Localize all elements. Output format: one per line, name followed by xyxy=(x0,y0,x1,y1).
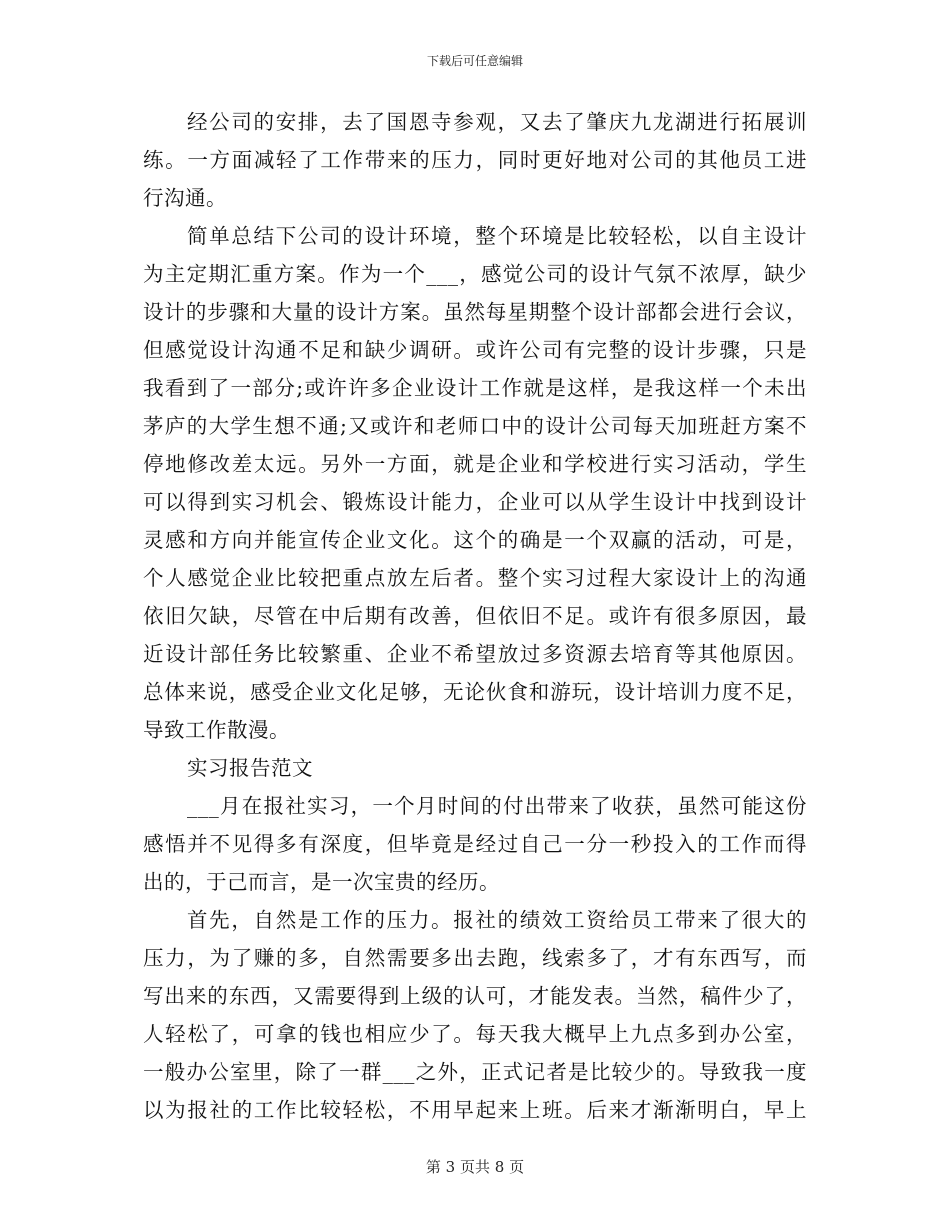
text-line: 依旧欠缺，尽管在中后期有改善，但依旧不足。或许有很多原因，最 xyxy=(143,604,807,628)
text-line: 设计的步骤和大量的设计方案。虽然每星期整个设计部都会进行会议， xyxy=(143,300,807,324)
text-line: 行沟通。 xyxy=(143,186,227,210)
text-line: 可以得到实习机会、锻炼设计能力，企业可以从学生设计中找到设计 xyxy=(143,490,807,514)
paragraph xyxy=(143,103,807,217)
text-line: 练。一方面减轻了工作带来的压力，同时更好地对公司的其他员工进 xyxy=(143,148,807,172)
text-line: 停地修改差太远。另外一方面，就是企业和学校进行实习活动，学生 xyxy=(143,452,807,476)
text-line: 我看到了一部分;或许许多企业设计工作就是这样，是我这样一个未出 xyxy=(143,376,807,400)
text-line: 人轻松了，可拿的钱也相应少了。每天我大概早上九点多到办公室， xyxy=(143,1022,807,1046)
text-line: 总体来说，感受企业文化足够，无论伙食和游玩，设计培训力度不足， xyxy=(143,680,807,704)
page-header-note: 下载后可任意编辑 xyxy=(426,54,523,68)
page-number: 第 3 页共 8 页 xyxy=(425,1158,525,1176)
text-line: 写出来的东西，又需要得到上级的认可，才能发表。当然，稿件少了， xyxy=(143,984,807,1008)
text-line: 为主定期汇重方案。作为一个___，感觉公司的设计气氛不浓厚，缺少 xyxy=(143,262,807,286)
paragraph xyxy=(143,901,807,1129)
text-line: 实习报告范文 xyxy=(187,756,313,780)
text-line: 灵感和方向并能宣传企业文化。这个的确是一个双赢的活动，可是， xyxy=(143,528,807,552)
text-line: 但感觉设计沟通不足和缺少调研。或许公司有完整的设计步骤，只是 xyxy=(143,338,807,362)
text-line: 首先，自然是工作的压力。报社的绩效工资给员工带来了很大的 xyxy=(187,908,807,932)
text-line: 茅庐的大学生想不通;又或许和老师口中的设计公司每天加班赶方案不 xyxy=(143,414,807,438)
text-line: 一般办公室里，除了一群___之外，正式记者是比较少的。导致我一度 xyxy=(143,1060,807,1084)
text-line: 压力，为了赚的多，自然需要多出去跑，线索多了，才有东西写，而 xyxy=(143,946,807,970)
text-line: 简单总结下公司的设计环境，整个环境是比较轻松，以自主设计 xyxy=(187,224,807,248)
text-line: 感悟并不见得多有深度，但毕竟是经过自己一分一秒投入的工作而得 xyxy=(143,832,807,856)
text-line: 以为报社的工作比较轻松，不用早起来上班。后来才渐渐明白，早上 xyxy=(143,1098,807,1122)
paragraph xyxy=(143,217,807,749)
text-line: 出的，于己而言，是一次宝贵的经历。 xyxy=(143,870,500,894)
text-line: 个人感觉企业比较把重点放左后者。整个实习过程大家设计上的沟通 xyxy=(143,566,807,590)
document-body xyxy=(143,103,807,1129)
text-line: 近设计部任务比较繁重、企业不希望放过多资源去培育等其他原因。 xyxy=(143,642,807,666)
section-heading xyxy=(143,749,807,787)
paragraph xyxy=(143,787,807,901)
text-line: ___月在报社实习，一个月时间的付出带来了收获，虽然可能这份 xyxy=(187,794,807,818)
text-line: 导致工作散漫。 xyxy=(143,718,290,742)
text-line: 经公司的安排，去了国恩寺参观，又去了肇庆九龙湖进行拓展训 xyxy=(187,110,807,134)
